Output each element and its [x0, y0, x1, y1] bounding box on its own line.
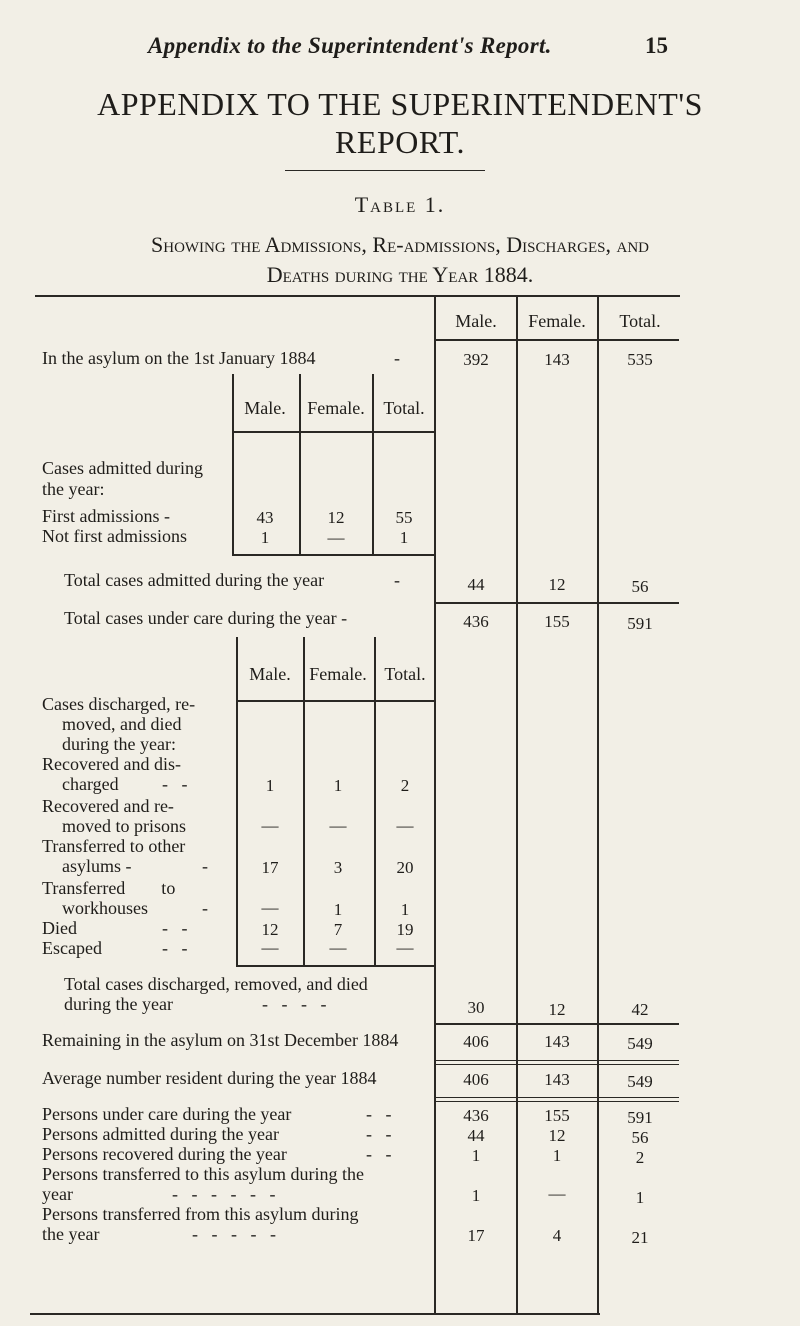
adm-col-male: Male.: [244, 398, 286, 418]
in-asylum-dash: -: [394, 348, 400, 368]
escaped-label: Escaped: [42, 938, 102, 958]
discharges-heading-line3: during the year:: [62, 734, 176, 754]
first-admissions-male: 43: [256, 508, 274, 527]
dis-col-female: Female.: [309, 664, 367, 684]
not-first-admissions-female: —: [327, 528, 345, 547]
total-discharged-label2: during the year: [64, 994, 173, 1014]
table-number: Table 1.: [354, 192, 446, 217]
summary-under-care-total: 591: [627, 1108, 653, 1127]
total-discharged-female: 12: [548, 1000, 566, 1019]
col-header-female: Female.: [528, 311, 586, 331]
removed-prisons-female: —: [329, 816, 347, 835]
dis-col-total: Total.: [384, 664, 426, 684]
died-dashes: - -: [162, 918, 188, 938]
not-first-admissions-total: 1: [399, 528, 409, 547]
escaped-dashes: - -: [162, 938, 188, 958]
summary-recovered-male: 1: [471, 1146, 481, 1165]
not-first-admissions-label: Not first admissions: [42, 526, 188, 546]
escaped-female: —: [329, 938, 347, 957]
first-admissions-female: 12: [327, 508, 345, 527]
col-header-total: Total.: [619, 311, 661, 331]
dis-sub-divider1: [303, 637, 305, 965]
adm-col-female: Female.: [307, 398, 365, 418]
summary-recovered-female: 1: [552, 1146, 562, 1165]
total-discharged-total: 42: [631, 1000, 649, 1019]
summary-transferred-to-male: 1: [471, 1186, 481, 1205]
total-admitted-label: Total cases admitted during the year: [64, 570, 325, 590]
died-female: 7: [333, 920, 343, 939]
recovered-discharged-dashes: - -: [162, 774, 188, 794]
died-total: 19: [396, 920, 414, 939]
table-bottom-rule: [30, 1313, 600, 1315]
page-number: 15: [645, 33, 668, 58]
adm-sub-divider2: [372, 374, 374, 554]
total-admitted-female: 12: [548, 575, 566, 594]
summary-transferred-to-label2: year: [42, 1184, 73, 1204]
summary-recovered-total: 2: [635, 1148, 645, 1167]
average-label: Average number resident during the year 1884: [42, 1068, 377, 1088]
summary-admitted-label: Persons admitted during the year: [42, 1124, 279, 1144]
summary-under-care-male: 436: [463, 1106, 489, 1125]
transferred-workhouses-dashes: -: [202, 898, 208, 918]
total-admitted-total: 56: [631, 577, 649, 596]
total-under-care-label: Total cases under care during the year -: [64, 608, 348, 628]
transferred-workhouses-label2: workhouses: [62, 898, 148, 918]
table-top-rule: [35, 295, 680, 297]
summary-transferred-from-male: 17: [467, 1226, 485, 1245]
transferred-asylums-dashes: -: [202, 856, 208, 876]
remaining-male: 406: [463, 1032, 489, 1051]
recovered-discharged-female: 1: [333, 776, 343, 795]
recovered-discharged-label: Recovered and dis-: [42, 754, 181, 774]
summary-transferred-from-label: Persons transferred from this asylum during: [42, 1204, 359, 1224]
transferred-asylums-total: 20: [396, 858, 414, 877]
summary-under-care-dashes: - -: [366, 1104, 392, 1124]
adm-sub-divider1: [299, 374, 301, 554]
total-discharged-label: Total cases discharged, removed, and died: [64, 974, 368, 994]
average-female: 143: [544, 1070, 570, 1089]
summary-admitted-male: 44: [467, 1126, 485, 1145]
page-title: APPENDIX TO THE SUPERINTENDENT'S: [97, 86, 703, 122]
total-admitted-rule: [434, 602, 679, 604]
in-asylum-female: 143: [544, 350, 570, 369]
total-under-care-female: 155: [544, 612, 570, 631]
col-header-male: Male.: [455, 311, 497, 331]
remaining-double-rule: [434, 1060, 679, 1065]
transferred-asylums-label2: asylums -: [62, 856, 132, 876]
transferred-workhouses-total: 1: [400, 900, 410, 919]
in-asylum-total: 535: [627, 350, 653, 369]
summary-recovered-label: Persons recovered during the year: [42, 1144, 287, 1164]
page-title-line2: REPORT.: [335, 124, 465, 160]
discharges-heading: Cases discharged, re-: [42, 694, 196, 714]
admissions-heading-line2: the year:: [42, 479, 105, 499]
removed-prisons-total: —: [396, 816, 414, 835]
remaining-total: 549: [627, 1034, 653, 1053]
summary-transferred-to-total: 1: [635, 1188, 645, 1207]
recovered-discharged-label2: charged: [62, 774, 119, 794]
summary-under-care-label: Persons under care during the year: [42, 1104, 292, 1124]
adm-col-total: Total.: [383, 398, 425, 418]
total-discharged-rule: [434, 1023, 679, 1025]
first-admissions-total: 55: [395, 508, 413, 527]
in-asylum-label: In the asylum on the 1st January 1884: [42, 348, 316, 368]
total-discharged-male: 30: [467, 998, 485, 1017]
average-total: 549: [627, 1072, 653, 1091]
summary-transferred-from-dashes: - - - - -: [192, 1224, 276, 1244]
header-underline: [434, 339, 679, 341]
title-rule: [285, 170, 485, 171]
recovered-discharged-male: 1: [265, 776, 275, 795]
total-under-care-total: 591: [627, 614, 653, 633]
transferred-asylums-female: 3: [333, 858, 343, 877]
summary-transferred-to-label: Persons transferred to this asylum during the: [42, 1164, 364, 1184]
remaining-female: 143: [544, 1032, 570, 1051]
dis-sub-bottom-rule: [236, 965, 435, 967]
summary-admitted-female: 12: [548, 1126, 566, 1145]
col-divider-female: [597, 296, 599, 1314]
remaining-label: Remaining in the asylum on 31st December 1884: [42, 1030, 399, 1050]
adm-sub-header-rule: [232, 431, 435, 433]
removed-prisons-male: —: [261, 816, 279, 835]
transferred-asylums-label: Transferred to other: [42, 836, 186, 856]
in-asylum-male: 392: [463, 350, 489, 369]
summary-recovered-dashes: - -: [366, 1144, 392, 1164]
first-admissions-label: First admissions -: [42, 506, 171, 526]
died-label: Died: [42, 918, 77, 938]
discharges-heading-line2: moved, and died: [62, 714, 182, 734]
transferred-asylums-male: 17: [261, 858, 279, 877]
summary-under-care-female: 155: [544, 1106, 570, 1125]
transferred-workhouses-female: 1: [333, 900, 343, 919]
table-subtitle-line2: Deaths during the Year 1884.: [266, 262, 534, 287]
escaped-male: —: [261, 938, 279, 957]
summary-admitted-total: 56: [631, 1128, 649, 1147]
summary-admitted-dashes: - -: [366, 1124, 392, 1144]
table-subtitle: Showing the Admissions, Re-admissions, Discharges, and: [151, 232, 649, 257]
total-discharged-dashes: - - - -: [262, 994, 327, 1014]
transferred-workhouses-male: —: [261, 898, 279, 917]
running-head: Appendix to the Superintendent's Report.: [148, 33, 552, 58]
dis-sub-left: [236, 637, 238, 965]
average-male: 406: [463, 1070, 489, 1089]
admissions-heading: Cases admitted during: [42, 458, 203, 478]
not-first-admissions-male: 1: [260, 528, 270, 547]
summary-transferred-to-dashes: - - - - - -: [172, 1184, 276, 1204]
total-admitted-dash: -: [394, 570, 400, 590]
summary-transferred-from-female: 4: [552, 1226, 562, 1245]
adm-sub-bottom-rule: [232, 554, 435, 556]
col-divider-male: [516, 296, 518, 1314]
col-divider-left: [434, 296, 436, 1314]
summary-transferred-to-female: —: [548, 1184, 566, 1203]
recovered-discharged-total: 2: [400, 776, 410, 795]
average-double-rule: [434, 1097, 679, 1102]
removed-prisons-label2: moved to prisons: [62, 816, 186, 836]
total-admitted-male: 44: [467, 575, 485, 594]
removed-prisons-label: Recovered and re-: [42, 796, 174, 816]
total-under-care-male: 436: [463, 612, 489, 631]
summary-transferred-from-label2: the year: [42, 1224, 100, 1244]
dis-col-male: Male.: [249, 664, 291, 684]
dis-sub-divider2: [374, 637, 376, 965]
adm-sub-left: [232, 374, 234, 554]
died-male: 12: [261, 920, 279, 939]
escaped-total: —: [396, 938, 414, 957]
summary-transferred-from-total: 21: [631, 1228, 649, 1247]
dis-sub-header-rule: [236, 700, 435, 702]
transferred-workhouses-label: Transferred to: [42, 878, 176, 898]
